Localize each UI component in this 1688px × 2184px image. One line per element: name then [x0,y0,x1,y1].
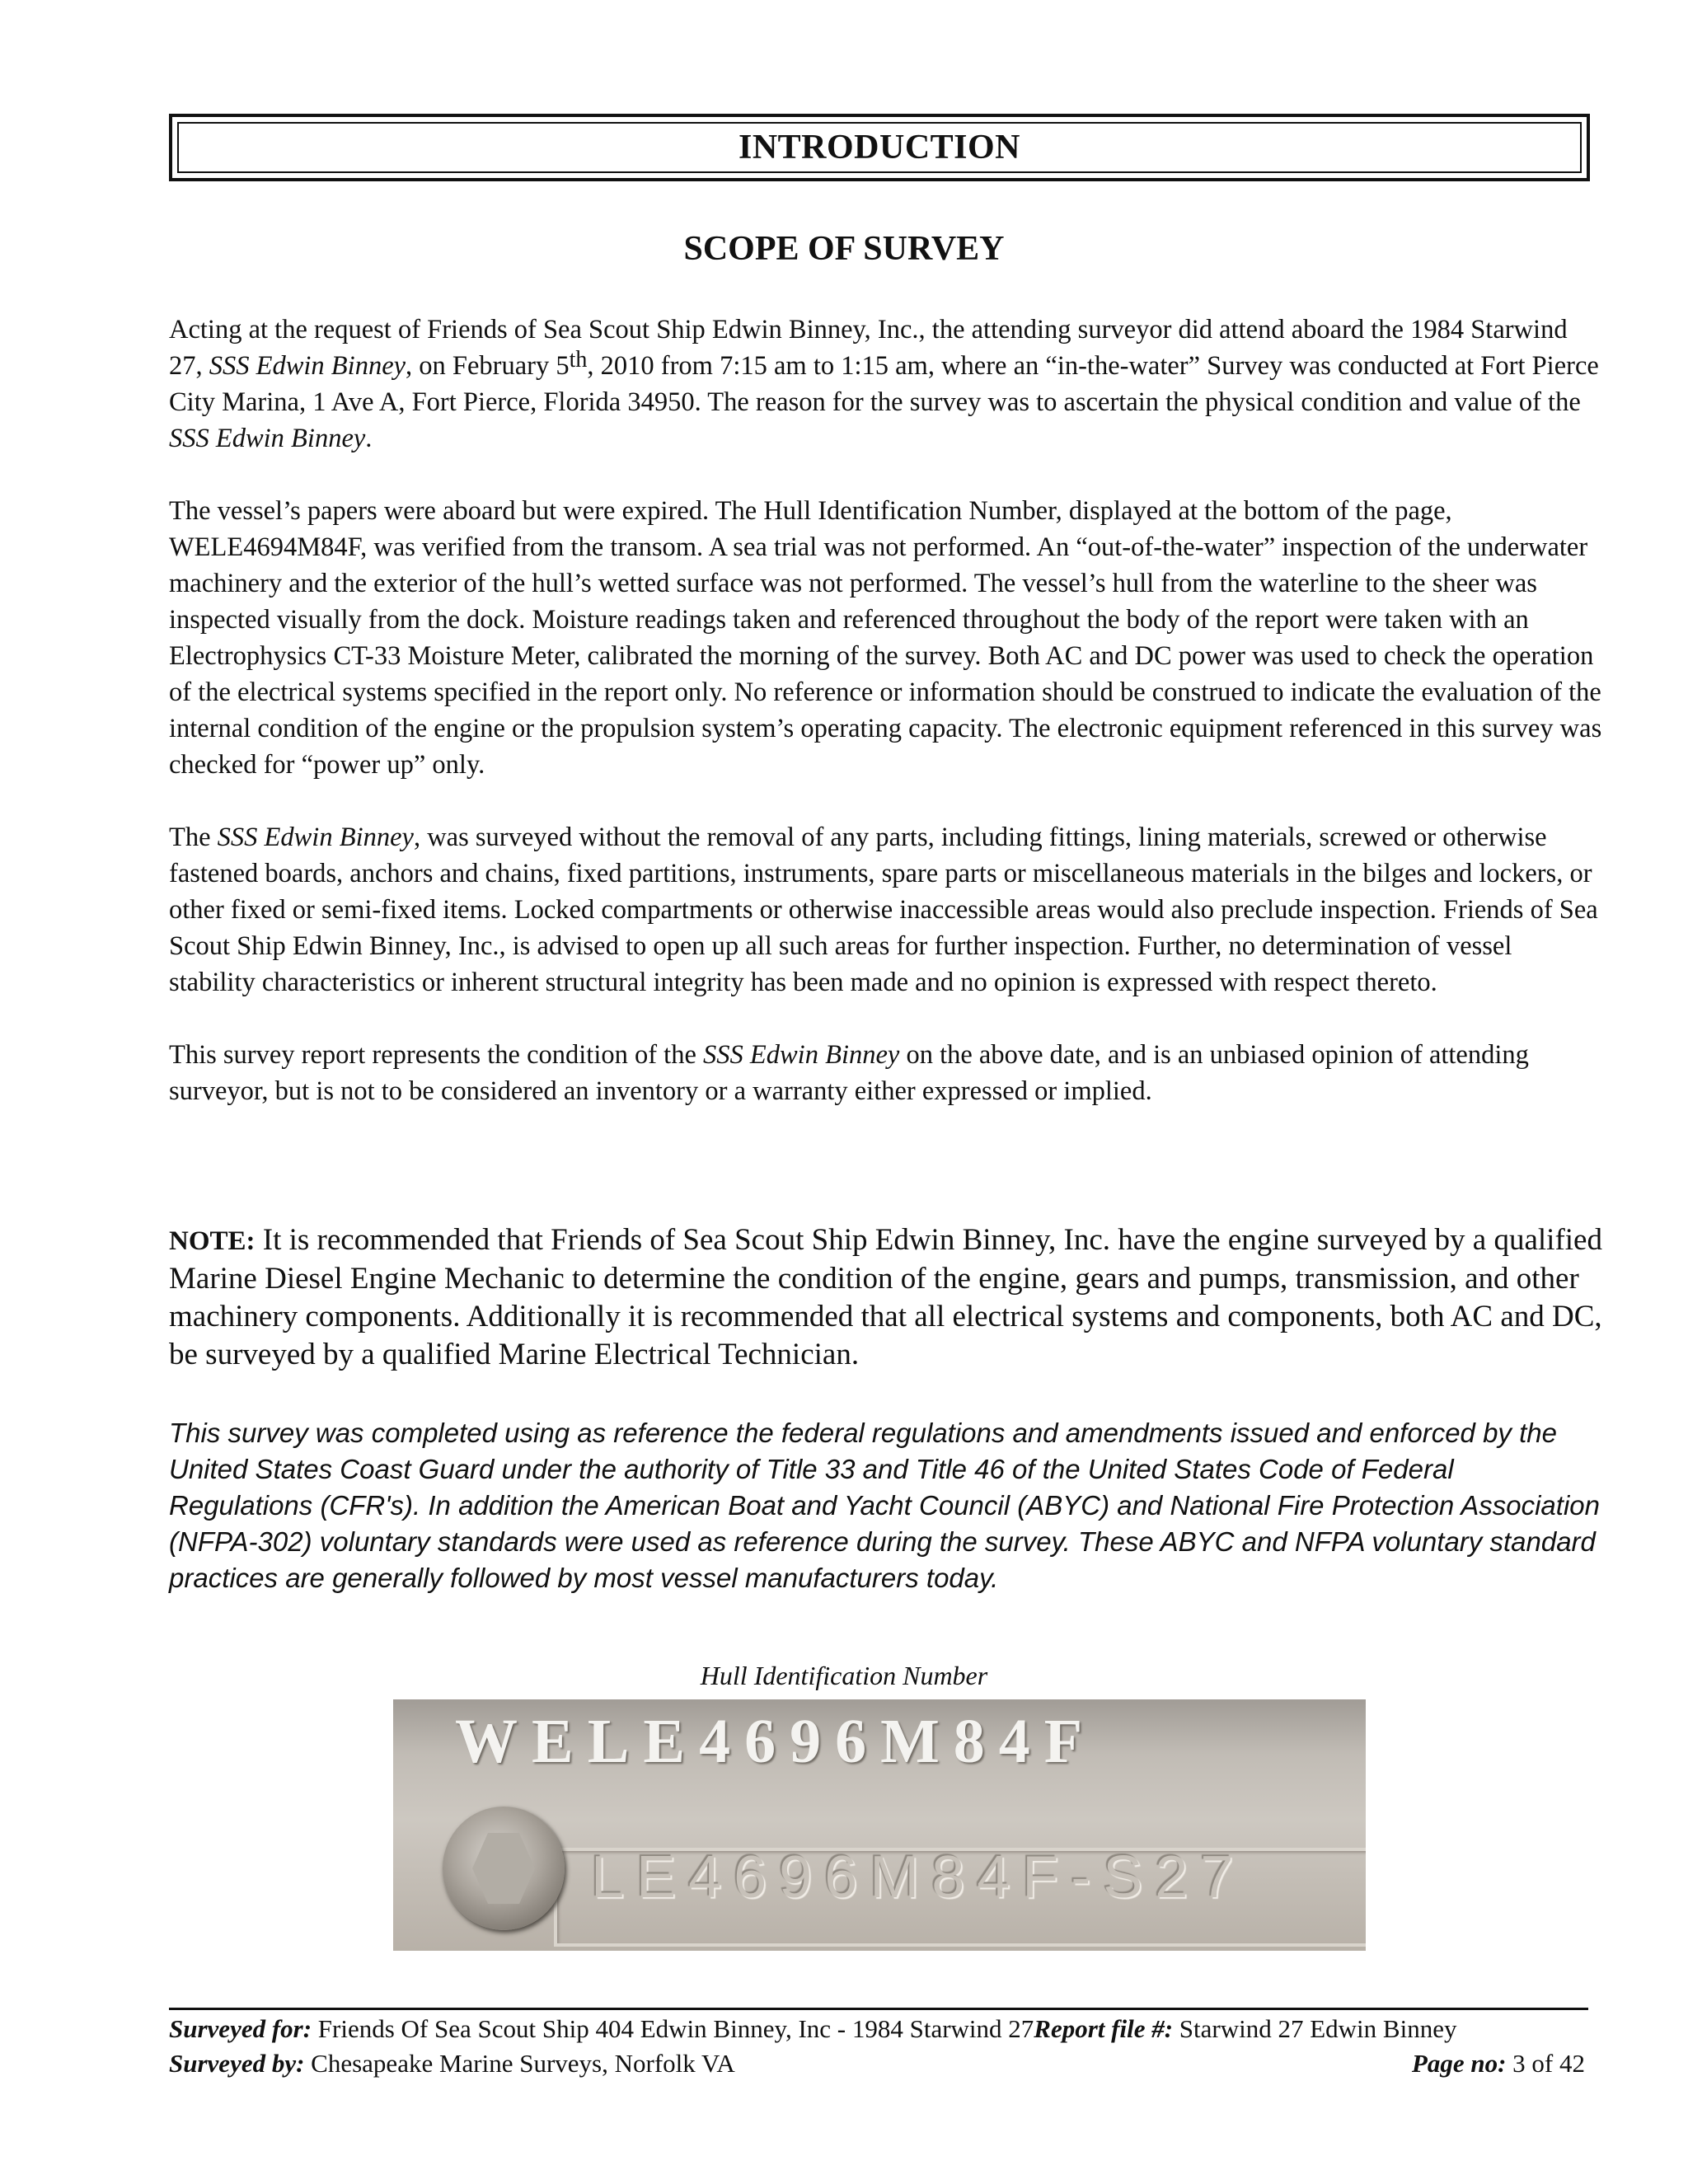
section-subtitle: SCOPE OF SURVEY [683,230,1005,268]
page-number [1412,2049,1585,2079]
bolt-head-icon [472,1833,535,1904]
text-span: , 2010 from 7:15 am to 1:15 am, where an “in-the-water” Survey was conducted at Fort Pierce City Marina, 1 Ave A, Fort Pierce, Florida 34950. The reason for the survey was to ascertain the physical condition and value of the [169,351,1599,417]
footer-line-2 [169,2049,1585,2079]
text-span: on the above date, and is an unbiased opinion of attending surveyor, but is not to be considered an inventory or a warranty either expressed or implied. [169,1040,1529,1106]
text-span: The [169,823,218,852]
ordinal-suffix: th [569,347,588,373]
surveyed-by [169,2049,735,2079]
bolt-icon [443,1807,565,1930]
note-text: It is recommended that Friends of Sea Scout Ship Edwin Binney, Inc. have the engine surveyed by a qualified Marine Diesel Engine Mechanic to determine the condition of the engine, gears and pumps, transmission, and other machinery components. Additionally it is recommended that all electrical systems and components, both AC and DC, be surveyed by a qualified Marine Electrical Technician. [169,1223,1602,1371]
text-span: Acting at the request of Friends of Sea Scout Ship Edwin Binney, Inc., the attending surveyor did attend aboard the 1984 Starwind 27, [169,315,1568,381]
hull-id-photo [393,1699,1366,1951]
page-label: Page no: [1411,2049,1507,2078]
surveyed-for-label: Surveyed for: [169,2014,312,2043]
section-title: INTRODUCTION [177,122,1582,173]
surveyed-for-value: Friends Of Sea Scout Ship 404 Edwin Binney, Inc - 1984 Starwind 27 [312,2014,1034,2043]
paragraph-request [169,312,1603,457]
footer-divider [169,2008,1588,2010]
text-span: , was surveyed without the removal of any parts, including fittings, lining materials, screwed or otherwise fastened boards, anchors and chains, fixed partitions, instruments, spare parts or miscellaneous materials in the bilges and lockers, or other fixed or semi-fixed items. Locked compartments or otherwise inaccessible areas would also preclude inspection. Friends of Sea Scout Ship Edwin Binney, Inc., is advised to open up all such areas for further inspection. Further, no determination of vessel stability characteristics or inherent structural integrity has been made and no opinion is expressed with respect thereto. [169,823,1598,997]
text-span: , on February 5 [406,351,570,381]
regulations-paragraph: This survey was completed using as reference the federal regulations and amendments issued and enforced by the United States Coast Guard under the authority of Title 33 and Title 46 of the United States Code of Federal Regulations (CFR's). In addition the American Boat and Yacht Council (ABYC) and National Fire Protection Association (NFPA-302) voluntary standards were used as reference during the survey. These ABYC and NFPA voluntary standard practices are generally followed by most vessel manufacturers today. [169,1418,1600,1593]
vessel-name: SSS Edwin Binney [703,1040,900,1070]
text-span: . [365,424,373,453]
surveyed-for [169,2014,1456,2044]
page-value: 3 of 42 [1506,2049,1585,2078]
footer-line-1 [169,2014,1585,2044]
paragraph-limitations [169,819,1603,1001]
report-file-label: Report file #: [1034,2014,1174,2043]
vessel-name: SSS Edwin Binney [217,823,414,852]
report-file-value: Starwind 27 Edwin Binney [1173,2014,1457,2043]
surveyed-by-label: Surveyed by: [169,2049,305,2078]
hin-painted-text: WELE4696M84F [455,1707,1097,1776]
note-label: NOTE: [169,1226,256,1256]
section-header-box [169,114,1590,181]
vessel-name: SSS Edwin Binney [169,424,366,453]
text-span: This survey report represents the condition of the [169,1040,704,1070]
surveyed-by-value: Chesapeake Marine Surveys, Norfolk VA [304,2049,735,2078]
note-paragraph [169,1221,1603,1374]
paragraph-disclaimer [169,1037,1603,1109]
vessel-name: SSS Edwin Binney [209,351,406,381]
hin-embossed-text: LE4696M84F-S27 [591,1844,1246,1910]
body-text [169,312,1603,1146]
paragraph-papers: The vessel’s papers were aboard but were expired. The Hull Identification Number, displayed at the bottom of the page, WELE4694M84F, was verified from the transom. A sea trial was not performed. An “out-of-the-water” inspection of the underwater machinery and the exterior of the hull’s wetted surface was not performed. The vessel’s hull from the waterline to the sheer was inspected visually from the dock. Moisture readings taken and referenced throughout the body of the report were taken with an Electrophysics CT-33 Moisture Meter, calibrated the morning of the survey. Both AC and DC power was used to check the operation of the electrical systems specified in the report only. No reference or information should be construed to indicate the evaluation of the internal condition of the engine or the propulsion system’s operating capacity. The electronic equipment referenced in this survey was checked for “power up” only. [169,496,1602,780]
photo-caption: Hull Identification Number [700,1661,988,1690]
